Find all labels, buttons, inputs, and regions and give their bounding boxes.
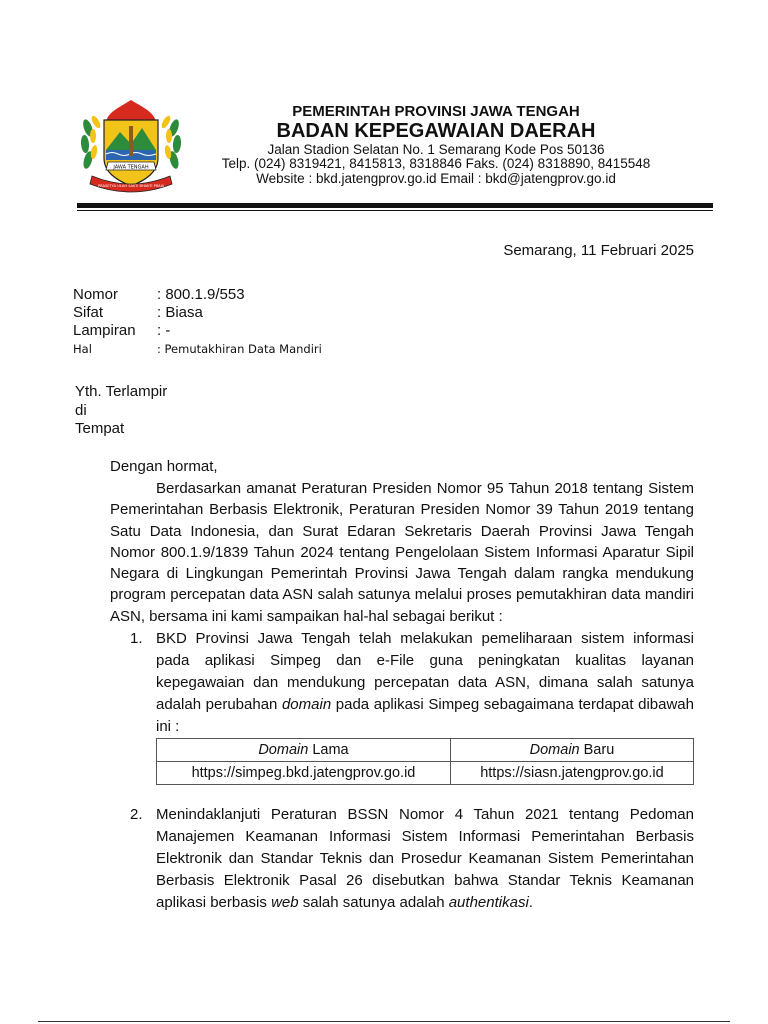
header-emphasis: Domain (529, 742, 580, 758)
item-text-part: . (528, 894, 533, 911)
letter-meta (73, 286, 322, 358)
meta-label: Hal (73, 342, 92, 356)
item-text-emphasis: authentikasi (448, 894, 529, 911)
header-old-domain (157, 739, 451, 762)
meta-value: : Pemutakhiran Data Mandiri (157, 342, 322, 356)
letterhead-web: Website : bkd.jatengprov.go.id Email : bkd@jatengprov.go.id (256, 170, 616, 186)
letterhead-agency: BADAN KEPEGAWAIAN DAERAH (276, 120, 596, 143)
item-text (156, 628, 694, 738)
table-header-row (157, 739, 694, 762)
paragraph-text: Berdasarkan amanat Peraturan Presiden Nomor 95 Tahun 2018 tentang Sistem Pemerintahan Berbasis Elektronik, Peraturan Presiden Nomor 39 Tahun 2019 tentang Satu Data Indonesia, dan Surat Edaran Sekretaris Daerah Provinsi Jawa Tengah Nomor 800.1.9/1839 Tahun 2024 tentang Pengelolaan Sistem Informasi Aparatur Sipil Negara di Lingkungan Pemerintah Provinsi Jawa Tengah dalam rangka mendukung program percepatan data ASN salah satunya melalui proses pemutakhiran data mandiri ASN, bersama ini kami sampaikan hal-hal sebagai berikut : (110, 480, 694, 625)
item-text (156, 804, 694, 914)
list-item (130, 804, 694, 914)
meta-hal (73, 340, 322, 358)
letterhead-government: PEMERINTAH PROVINSI JAWA TENGAH (292, 103, 580, 120)
header-text: Baru (579, 742, 615, 758)
header-new-domain (450, 739, 693, 762)
page-bottom-rule (38, 1021, 730, 1022)
letterhead-rule (77, 203, 713, 208)
letterhead-rule-thin (77, 210, 713, 211)
item-number: 2. (130, 806, 143, 823)
domain-table (156, 738, 694, 785)
recipient (75, 383, 167, 439)
item-text-part: BKD Provinsi Jawa Tengah telah melakukan pemeliharaan sistem informasi pada aplikasi Simpeg dan e-File guna peningkatan kualitas layanan kepegawaian dan mendukung percepatan data ASN, dimana salah satunya adalah perubahan (156, 630, 694, 713)
meta-lampiran (73, 322, 322, 340)
item-text-part: salah satunya adalah (298, 894, 449, 911)
meta-label: Nomor (73, 286, 119, 303)
letterhead (196, 104, 676, 187)
logo-motto: PRASETYA ULAH SAKTI BHAKTI PRAJA (97, 184, 165, 188)
logo-caption: JAWA TENGAH (113, 164, 149, 171)
item-text-emphasis: domain (281, 696, 332, 713)
header-emphasis: Domain (258, 742, 309, 758)
item-number: 1. (130, 630, 143, 647)
table-row (157, 762, 694, 785)
letterhead-phone: Telp. (024) 8319421, 8415813, 8318846 Faks. (024) 8318890, 8415548 (221, 156, 651, 172)
recipient-line: Yth. Terlampir (75, 383, 168, 400)
new-domain-url: https://siasn.jatengprov.go.id (450, 762, 693, 785)
letterhead-address: Jalan Stadion Selatan No. 1 Semarang Kode Pos 50136 (267, 141, 605, 157)
meta-sifat (73, 304, 322, 322)
recipient-line: di (75, 401, 87, 419)
list-item (130, 628, 694, 738)
opening-paragraph (110, 478, 694, 627)
header-text: Lama (308, 742, 349, 758)
meta-value: : Biasa (157, 304, 203, 321)
meta-nomor (73, 286, 322, 304)
meta-value: : 800.1.9/553 (157, 286, 245, 303)
provincial-logo (78, 98, 184, 198)
recipient-line: Tempat (75, 420, 125, 437)
meta-label: Sifat (73, 304, 104, 321)
item-text-emphasis: web (271, 894, 299, 911)
item-text-part: pada aplikasi Simpeg sebagaimana terdapat dibawah ini : (156, 696, 694, 735)
meta-value: : - (157, 322, 171, 339)
meta-label: Lampiran (73, 322, 136, 339)
item-text-part: Menindaklanjuti Peraturan BSSN Nomor 4 Tahun 2021 tentang Pedoman Manajemen Keamanan Informasi Sistem Informasi Pemerintahan Berbasis Elektronik dan Standar Teknis dan Prosedur Keamanan Sistem Pemerintahan Berbasis Elektronik Pasal 26 disebutkan bahwa Standar Teknis Keamanan aplikasi berbasis (156, 806, 694, 911)
greeting: Dengan hormat, (110, 458, 218, 475)
coat-of-arms-icon (78, 98, 184, 198)
letter-date: Semarang, 11 Februari 2025 (503, 242, 694, 259)
old-domain-url: https://simpeg.bkd.jatengprov.go.id (157, 762, 451, 785)
